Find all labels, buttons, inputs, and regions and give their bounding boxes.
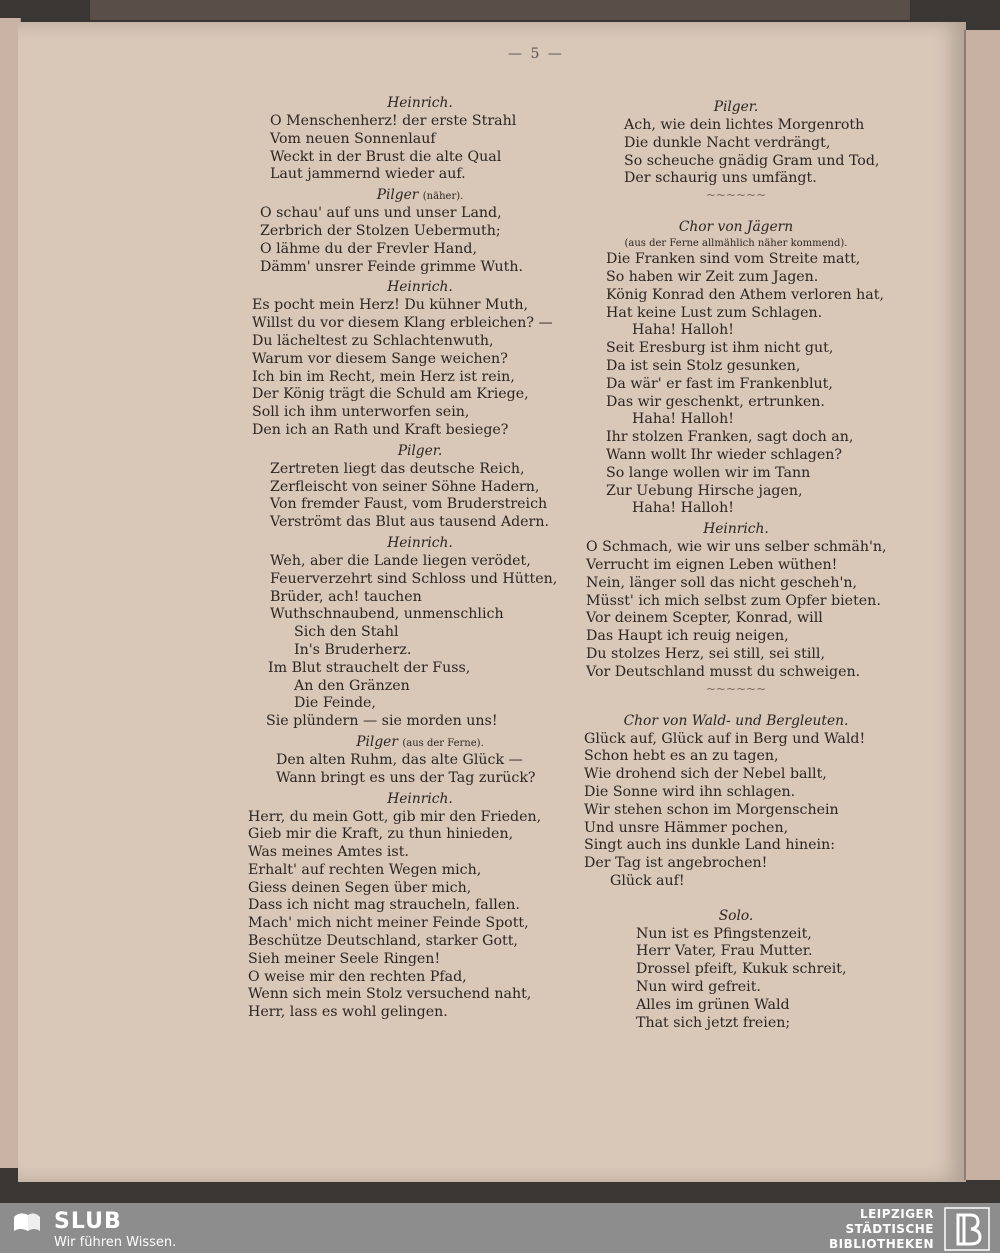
verse-line: Alles im grünen Wald — [636, 996, 790, 1013]
verse-line: Du stolzes Herz, sei still, sei still, — [586, 645, 825, 662]
verse-line: Singt auch ins dunkle Land hinein: — [584, 837, 836, 854]
verse-line: Das wir geschenkt, ertrunken. — [606, 393, 825, 410]
verse-line: Weckt in der Brust die alte Qual — [270, 148, 502, 165]
spacer — [566, 696, 906, 710]
left-column — [230, 92, 610, 1022]
verse-line: Die Franken sind vom Streite matt, — [606, 251, 861, 268]
verse-line: Beschütze Deutschland, starker Gott, — [248, 933, 518, 950]
verse-line: Mach' mich nicht meiner Feinde Spott, — [248, 915, 529, 932]
verse-line: An den Gränzen — [294, 677, 410, 694]
verse-line: König Konrad den Athem verloren hat, — [606, 286, 884, 303]
verse-line: Herr Vater, Frau Mutter. — [636, 943, 813, 960]
verse-line: Der schaurig uns umfängt. — [624, 170, 817, 187]
verse-line: In's Bruderherz. — [294, 641, 412, 658]
verse-line: Vom neuen Sonnenlauf — [270, 130, 436, 147]
speaker-heading — [230, 791, 610, 807]
library-logo-icon — [944, 1207, 990, 1251]
page-number: — 5 — — [508, 46, 564, 62]
speaker-name: Heinrich. — [387, 790, 453, 807]
stage-direction: (aus der Ferne allmählich näher kommend). — [624, 238, 848, 250]
verse-line: Da wär' er fast im Frankenblut, — [606, 375, 833, 392]
verse-line: Die dunkle Nacht verdrängt, — [624, 134, 831, 151]
verse-line: Gieb mir die Kraft, zu thun hinieden, — [248, 826, 514, 843]
facing-page-edge — [964, 30, 1000, 1180]
library-line: BIBLIOTHEKEN — [828, 1237, 934, 1251]
verse-line: Seit Eresburg ist ihm nicht gut, — [606, 340, 834, 357]
verse-line: Und unsre Hämmer pochen, — [584, 819, 789, 836]
speaker-heading — [230, 734, 610, 750]
verse-line: Verrucht im eignen Leben wüthen! — [586, 556, 838, 573]
book-page — [18, 22, 966, 1182]
verse-line: Warum vor diesem Sange weichen? — [252, 350, 508, 367]
verse-line: Giess deinen Segen über mich, — [248, 879, 472, 896]
verse-line: Vor deinem Scepter, Konrad, will — [586, 610, 823, 627]
verse-line: Herr, lass es wohl gelingen. — [248, 1004, 448, 1021]
verse-line: Sie plündern — sie morden uns! — [266, 713, 498, 730]
verse-line: Erhalt' auf rechten Wegen mich, — [248, 861, 482, 878]
speaker-name: Chor von Jägern — [678, 219, 794, 236]
verse-line: Die Sonne wird ihn schlagen. — [584, 783, 796, 800]
verse-line: Willst du vor diesem Klang erbleichen? — — [252, 315, 553, 332]
verse-line: Zerfleischt von seiner Söhne Hadern, — [270, 478, 540, 495]
speaker-heading — [566, 219, 906, 235]
library-line: STÄDTISCHE — [845, 1222, 934, 1236]
verse-line: Wir stehen schon im Morgenschein — [584, 801, 839, 818]
library-name — [829, 1207, 934, 1252]
speaker-heading — [230, 279, 610, 295]
verse-line: Drossel pfeift, Kukuk schreit, — [636, 961, 847, 978]
verse-line: Nein, länger soll das nicht gescheh'n, — [586, 574, 858, 591]
slub-logo-icon — [12, 1211, 42, 1233]
verse-line: Schon hebt es an zu tagen, — [584, 748, 779, 765]
verse-line: Laut jammernd wieder auf. — [270, 166, 466, 183]
verse-line: Brüder, ach! tauchen — [270, 588, 422, 605]
verse-line: Wie drohend sich der Nebel ballt, — [584, 766, 827, 783]
speaker-name: Pilger — [376, 187, 419, 204]
verse-line: Zur Uebung Hirsche jagen, — [606, 482, 803, 499]
verse-line: Der Tag ist angebrochen! — [584, 855, 768, 872]
verse-line: Herr, du mein Gott, gib mir den Frieden, — [248, 808, 542, 825]
stage-note: (näher). — [422, 191, 464, 203]
verse-line: Feuerverzehrt sind Schloss und Hütten, — [270, 570, 558, 587]
verse-line: Ach, wie dein lichtes Morgenroth — [624, 117, 865, 133]
verse-line: Haha! Halloh! — [632, 500, 734, 517]
slub-tagline: Wir führen Wissen. — [54, 1235, 177, 1250]
verse-line: Glück auf, Glück auf in Berg und Wald! — [584, 730, 866, 747]
verse-line: Haha! Halloh! — [632, 322, 734, 339]
verse-line: O Schmach, wie wir uns selber schmäh'n, — [586, 539, 887, 556]
speaker-name: Heinrich. — [703, 521, 769, 538]
library-line: LEIPZIGER — [859, 1207, 934, 1221]
speaker-name: Solo. — [718, 907, 754, 924]
verse-line: Nun wird gefreit. — [636, 979, 761, 996]
verse-line: O Menschenherz! der erste Strahl — [270, 113, 517, 129]
verse-line: O schau' auf uns und unser Land, — [260, 205, 502, 222]
speaker-name: Heinrich. — [387, 95, 453, 111]
verse-line: Die Feinde, — [294, 695, 376, 712]
verse-line: Wenn sich mein Stolz versuchend naht, — [248, 986, 532, 1003]
verse-line: Sich den Stahl — [294, 624, 399, 641]
verse-line: Ihr stolzen Franken, sagt doch an, — [606, 429, 854, 446]
verse-line: Da ist sein Stolz gesunken, — [606, 357, 801, 374]
speaker-name: Heinrich. — [387, 279, 453, 296]
speaker-name: Pilger. — [713, 99, 759, 115]
verse-line: So lange wollen wir im Tann — [606, 464, 811, 481]
speaker-name: Heinrich. — [387, 534, 453, 551]
verse-line: Den alten Ruhm, das alte Glück — — [276, 751, 523, 768]
book-cover-edge — [90, 0, 910, 20]
speaker-heading — [566, 521, 906, 537]
speaker-heading — [566, 713, 906, 729]
verse-line: Hat keine Lust zum Schlagen. — [606, 304, 823, 321]
verse-line: Von fremder Faust, vom Bruderstreich — [270, 496, 548, 513]
verse-line: O lähme du der Frevler Hand, — [260, 240, 477, 257]
verse-line: That sich jetzt freien; — [636, 1014, 791, 1031]
verse-line: O weise mir den rechten Pfad, — [248, 968, 467, 985]
verse-line: Weh, aber die Lande liegen verödet, — [270, 552, 531, 569]
verse-line: Glück auf! — [610, 872, 685, 889]
verse-line: Zertreten liegt das deutsche Reich, — [270, 460, 525, 477]
verse-line: Dass ich nicht mag straucheln, fallen. — [248, 897, 520, 914]
speaker-name: Pilger. — [397, 442, 443, 459]
right-column — [566, 96, 906, 1032]
speaker-heading — [230, 535, 610, 551]
verse-line: Dämm' unsrer Feinde grimme Wuth. — [260, 258, 524, 275]
verse-line: Verströmt das Blut aus tausend Adern. — [270, 514, 549, 531]
spacer — [566, 891, 906, 905]
verse-line: Das Haupt ich reuig neigen, — [586, 628, 789, 645]
verse-line: Der König trägt die Schuld am Kriege, — [252, 386, 529, 403]
speaker-name: Chor von Wald- und Bergleuten. — [623, 712, 849, 729]
ornament-divider: ~~~~~~ — [705, 188, 767, 203]
verse-line: Wann bringt es uns der Tag zurück? — [276, 769, 536, 786]
verse-line: Sieh meiner Seele Ringen! — [248, 950, 441, 967]
verse-line: Müsst' ich mich selbst zum Opfer bieten. — [586, 592, 881, 609]
verse-line: So haben wir Zeit zum Jagen. — [606, 268, 819, 285]
verse-line: Du lächeltest zu Schlachtenwuth, — [252, 332, 494, 349]
speaker-name: Pilger — [356, 733, 398, 750]
verse-line: Vor Deutschland musst du schweigen. — [586, 663, 861, 680]
verse-line: Was meines Amtes ist. — [248, 844, 409, 861]
verse-line: Es pocht mein Herz! Du kühner Muth, — [252, 297, 529, 314]
stage-note: (aus der Ferne). — [402, 737, 484, 749]
ornament-divider: ~~~~~~ — [705, 681, 767, 696]
verse-line: Wann wollt Ihr wieder schlagen? — [606, 446, 843, 463]
spacer — [566, 202, 906, 216]
speaker-heading — [566, 99, 906, 115]
footer-bar — [0, 1203, 1000, 1253]
verse-line: Wuthschnaubend, unmenschlich — [270, 606, 504, 623]
verse-line: Soll ich ihm unterworfen sein, — [252, 404, 470, 421]
verse-line: Nun ist es Pfingstenzeit, — [636, 925, 812, 942]
verse-line: So scheuche gnädig Gram und Tod, — [624, 152, 880, 169]
verse-line: Haha! Halloh! — [632, 411, 734, 428]
speaker-heading — [230, 95, 610, 111]
speaker-heading — [566, 908, 906, 924]
speaker-heading — [230, 443, 610, 459]
verse-line: Im Blut strauchelt der Fuss, — [268, 659, 471, 676]
verse-line: Zerbrich der Stolzen Uebermuth; — [260, 222, 501, 239]
verse-line: Den ich an Rath und Kraft besiege? — [252, 421, 509, 438]
verse-line: Ich bin im Recht, mein Herz ist rein, — [252, 368, 515, 385]
slub-brand: SLUB — [54, 1209, 122, 1234]
speaker-heading — [230, 187, 610, 203]
